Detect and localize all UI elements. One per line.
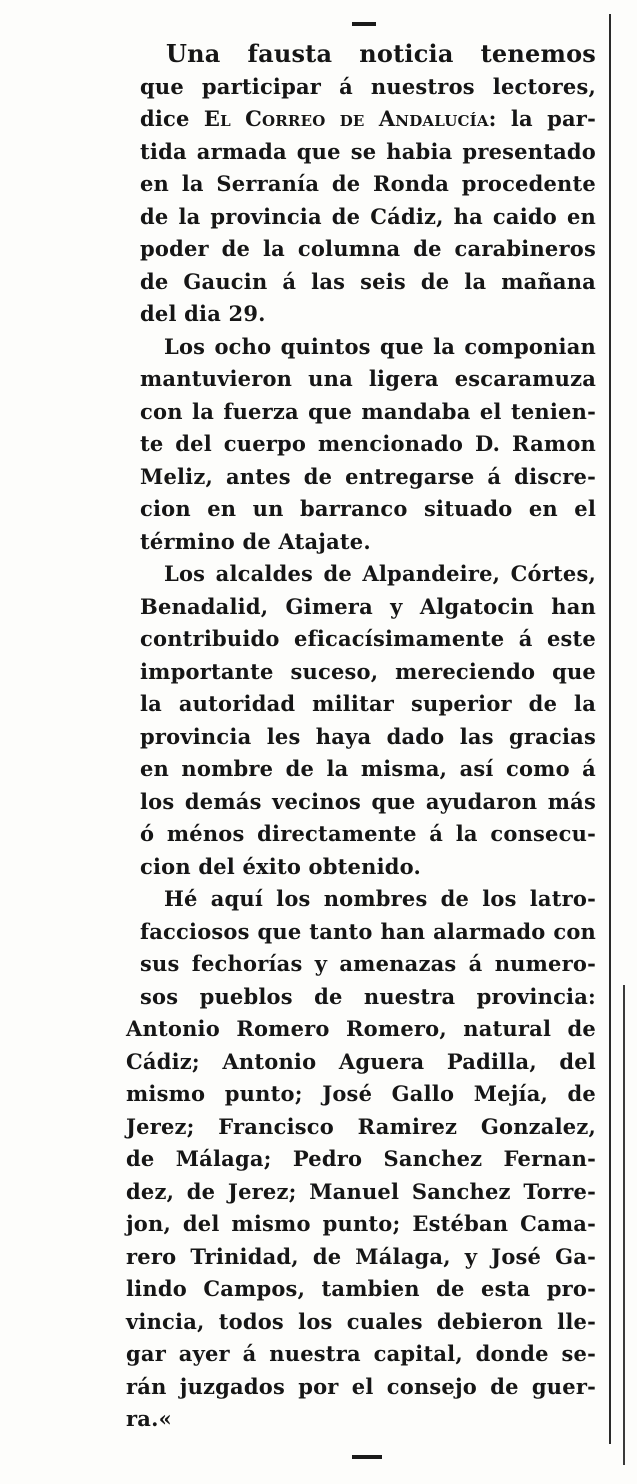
article-line-1: Una fausta noticia tenemos <box>166 39 596 68</box>
article-line-24: los demás vecinos que ayudaron más <box>140 788 596 814</box>
newspaper-source-name: El Correo de Andalucía <box>203 106 489 131</box>
article-line-28: facciosos que tanto han alarmado con <box>140 918 596 944</box>
dice-suffix: : la par- <box>488 106 596 131</box>
article-line-40: vincia, todos los cuales debieron lle- <box>126 1308 596 1334</box>
article-line-15: cion en un barranco situado en el <box>140 496 596 521</box>
article-line-27: Hé aquí los nombres de los latro- <box>164 886 596 911</box>
article-line-12: con la fuerza que mandaba el tenien- <box>140 398 596 424</box>
article-line-21: la autoridad militar superior de la <box>140 691 596 716</box>
article-line-32: Cádiz; Antonio Aguera Padilla, del <box>126 1048 596 1074</box>
article-line-7: poder de la columna de carabineros <box>140 236 596 261</box>
article-line-35: de Málaga; Pedro Sanchez Fernan- <box>126 1146 596 1171</box>
article-line-9: del dia 29. <box>140 301 266 326</box>
top-separator-dash <box>352 22 376 26</box>
article-line-13: te del cuerpo mencionado D. Ramon <box>140 431 596 456</box>
article-line-10: Los ocho quintos que la componian <box>164 333 596 359</box>
article-line-33: mismo punto; José Gallo Mejía, de <box>126 1081 596 1106</box>
article-line-38: rero Trinidad, de Málaga, y José Ga- <box>126 1243 596 1269</box>
article-line-22: provincia les haya dado las gracias <box>140 723 596 749</box>
article-line-25: ó ménos directamente á la consecu- <box>140 821 596 846</box>
article-line-37: jon, del mismo punto; Estéban Cama- <box>126 1211 596 1236</box>
article-line-18: Benadalid, Gimera y Algatocin han <box>140 593 596 619</box>
article-line-6: de la provincia de Cádiz, ha caido en <box>140 203 596 229</box>
article-line-36: dez, de Jerez; Manuel Sanchez Torre- <box>126 1178 596 1204</box>
article-line-43: ra.« <box>126 1406 172 1431</box>
article-line-41: gar ayer á nuestra capital, donde se- <box>126 1341 596 1366</box>
article-line-16: término de Atajate. <box>140 528 371 554</box>
article-line-20: importante suceso, mereciendo que <box>140 658 596 684</box>
article-line-17: Los alcaldes de Alpandeire, Córtes, <box>164 561 596 586</box>
article-line-34: Jerez; Francisco Ramirez Gonzalez, <box>126 1113 596 1139</box>
article-line-11: mantuvieron una ligera escaramuza <box>140 366 596 391</box>
article-line-23: en nombre de la misma, así como á <box>140 756 596 781</box>
article-line-26: cion del éxito obtenido. <box>140 853 421 879</box>
bottom-separator-dash <box>352 1455 382 1459</box>
article-line-8: de Gaucin á las seis de la mañana <box>140 268 596 294</box>
article-line-19: contribuido eficacísimamente á este <box>140 626 596 651</box>
dice-prefix: dice <box>140 106 204 131</box>
article-line-31: Antonio Romero Romero, natural de <box>126 1016 596 1041</box>
article-line-4: tida armada que se habia presentado <box>140 138 596 164</box>
article-line-29: sus fechorías y amenazas á numero- <box>140 951 596 976</box>
column-rule-far-right <box>623 985 625 1465</box>
article-line-39: lindo Campos, tambien de esta pro- <box>126 1276 596 1301</box>
article-line-2: que participar á nuestros lectores, <box>140 73 596 99</box>
article-line-14: Meliz, antes de entregarse á discre- <box>140 463 596 489</box>
article-line-3 <box>140 103 596 136</box>
article-line-42: rán juzgados por el consejo de guer- <box>126 1373 596 1399</box>
column-rule-right <box>609 14 611 1444</box>
article-line-30: sos pueblos de nuestra provincia: <box>140 983 596 1009</box>
article-line-5: en la Serranía de Ronda procedente <box>140 171 596 196</box>
article-column <box>126 38 596 1436</box>
